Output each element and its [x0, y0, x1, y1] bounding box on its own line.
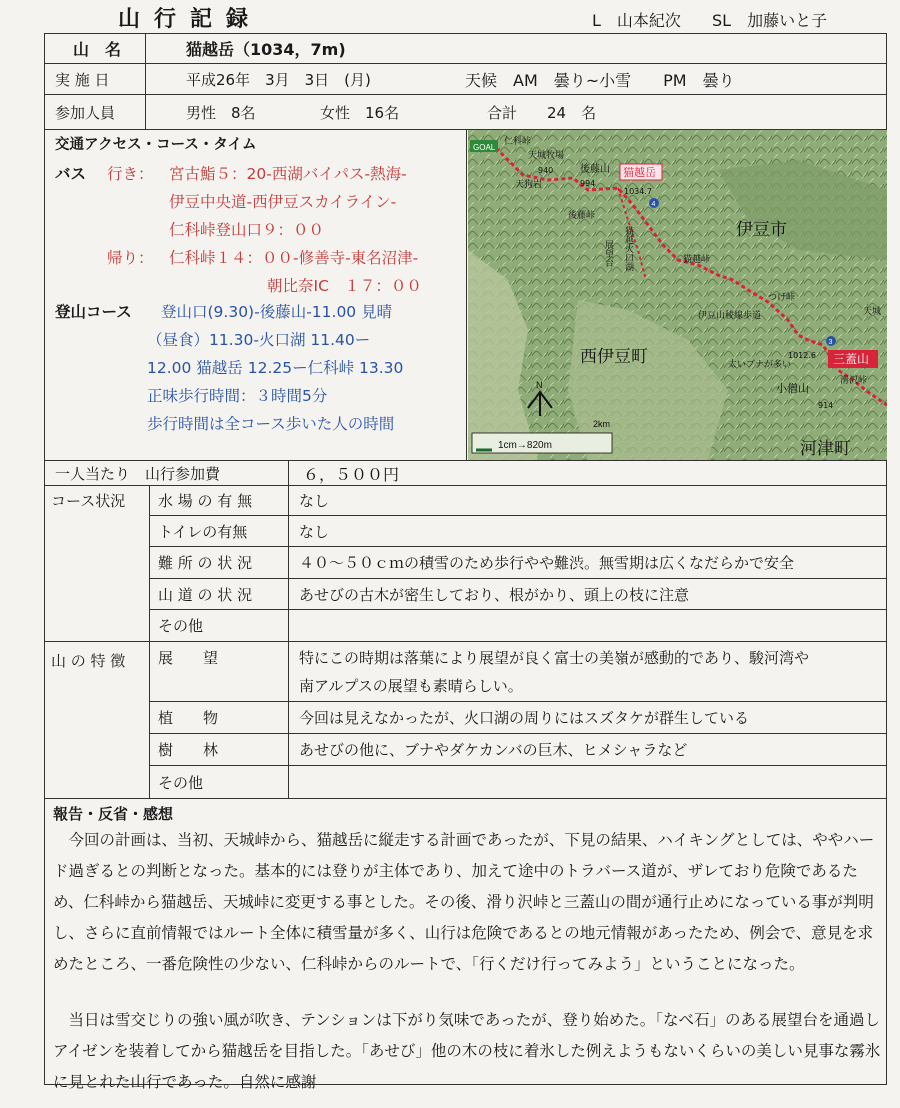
marker-4-label: 4 [651, 201, 656, 208]
page-title: 山行記録 [118, 7, 263, 32]
report-section [45, 799, 886, 1091]
page-header [0, 0, 900, 34]
features-row [150, 734, 887, 766]
trail-label: 伊豆山稜線歩道 [698, 311, 762, 321]
features-item: その他 [158, 773, 204, 792]
course-line-3: 12.00 猫越岳 12.25ー仁科峠 13.30 [147, 359, 404, 377]
mountain-row [45, 34, 886, 64]
course-line-1: 登山口(9.30)-後藤山-11.00 見晴 [161, 303, 393, 321]
report-paragraph-2: 当日は雪交じりの強い風が吹き、テンションは下がり気味であったが、登り始めた。「なべ石」のある展望台を通過しアイゼンを装着してから猫越岳を目指した。「あせび」他の木の枝に着氷した例えようもないくらいの美しい見事な霧氷に見とれた山行であった。自然に感謝 [53, 1011, 881, 1091]
amagi-label: 天城 [863, 307, 882, 317]
course-status-item: トイレの有無 [158, 522, 248, 541]
features-value-line: 南アルプスの展望も素晴らしい。 [299, 677, 523, 695]
features-row [150, 702, 887, 734]
course-line-4: 正味歩行時間：３時間5分 [147, 387, 328, 405]
route-map [468, 130, 887, 460]
izu-city-label: 伊豆市 [736, 220, 787, 240]
date-label: 実 施 日 [55, 70, 110, 89]
amagi-farm-label: 天城牧場 [528, 151, 565, 161]
kosogo-label: 小僧山 [776, 382, 809, 395]
tengu-label: 天狗岩 [515, 180, 543, 190]
course-status-value [288, 610, 887, 641]
members-label: 参加人員 [55, 103, 116, 122]
features-value [288, 766, 887, 798]
course-status-label: コース状況 [51, 492, 126, 510]
cost-row [45, 460, 886, 486]
north-label: N [536, 380, 543, 390]
return-line-1: 仁科峠１４：００-修善寺-東名沼津- [169, 249, 419, 267]
course-status-item: 難 所 の 状 況 [158, 554, 253, 572]
kawazu-label: 河津町 [800, 439, 851, 459]
return-label: 帰り： [107, 249, 154, 267]
course-line-5: 歩行時間は全コース歩いた人の時間 [147, 415, 395, 433]
nishina-label: 仁科峠 [504, 137, 532, 147]
tenbo-label: 展望台 [603, 240, 613, 267]
subleader-name: SL 加藤いと子 [712, 11, 828, 30]
nekogoe-label: 猫越岳 [623, 166, 656, 179]
course-status-value: なし [288, 516, 887, 546]
features-item: 樹 林 [158, 741, 219, 759]
mountain-value: 猫越岳（1034，7m) [145, 34, 886, 63]
course-status-item: 山 道 の 状 況 [158, 585, 253, 604]
leader-name: L 山本紀次 [592, 11, 681, 30]
features-item: 植 物 [158, 709, 219, 727]
go-line-3: 仁科峠登山口９：００ [169, 221, 325, 239]
p914-label: 914 [818, 401, 834, 410]
features-value: あせびの他に、ブナやダケカンバの巨木、ヒメシャラなど [288, 734, 887, 765]
date-row [45, 64, 886, 95]
marker-3-label: 3 [828, 339, 833, 346]
course-status-row [150, 516, 887, 547]
goto-yama-label: 後藤山 [580, 164, 610, 175]
course-status-row [150, 547, 887, 579]
go-line-1: 宮古鮨５：20-西湖バイパス-熱海- [169, 165, 407, 183]
tsuge-label: つげ峠 [768, 293, 796, 303]
features-value-line: 特にこの時期は落葉により展望が良く富士の美嶺が感動的であり、駿河湾や [299, 649, 810, 667]
nishiizu-label: 西伊豆町 [580, 347, 648, 367]
mikobo-label: 三蓋山 [833, 352, 870, 366]
course-status-row [150, 610, 887, 641]
course-status-value: ４０～５０ｃｍの積雪のため歩行やや難渋。無雪期は広くなだらかで安全 [288, 547, 887, 578]
return-line-2: 朝比奈IC １７：００ [267, 277, 422, 295]
mountain-label: 山 名 [73, 40, 122, 59]
features-block [45, 642, 886, 799]
course-status-row [150, 486, 887, 516]
report-paragraph-1: 今回の計画は、当初、天城峠から、猫越岳に縦走する計画であったが、下見の結果、ハイキングとしては、ややハード過ぎるとの判断となった。基本的には登りが主体であり、加えて途中のトラバース道が、ザレており危険であるため、仁科峠から猫越岳、天城峠に変更する事とした。その後、滑り沢峠と三蓋山の間が通行止めになっている事が判明し、さらに直前情報ではルート全体に積雪量が多く、山行は危険であるとの地元情報があったため、例会で、意見を求めたところ、一番危険性の少ない、仁科峠からのルートで、「行くだけ行ってみよう」ということになった。 [53, 831, 875, 973]
weather-value: 天候 AM 曇り~小雪 PM 曇り [465, 70, 735, 90]
scale-label: 1cm→820m [498, 440, 552, 451]
report-heading: 報告・反省・感想 [53, 805, 174, 823]
bus-label: バス [55, 165, 87, 183]
features-item: 展 望 [158, 649, 219, 667]
p1034-label: 1034.7 [624, 187, 652, 196]
record-form [44, 33, 887, 1091]
course-status-value: なし [288, 486, 887, 515]
features-label: 山 の 特 徴 [51, 652, 126, 670]
male-count: 男性 8名 [145, 95, 295, 129]
nameri-label: 滑沢峠 [840, 376, 868, 386]
course-status-block [45, 486, 886, 642]
total-count: 合計 24 名 [487, 103, 597, 122]
course-status-table [149, 486, 886, 641]
go-line-2: 伊豆中央道-西伊豆スカイライン- [169, 193, 397, 211]
course-label: 登山コース [55, 303, 132, 321]
route-map-graphic [468, 130, 887, 460]
p940-label: 940 [538, 166, 554, 175]
access-heading: 交通アクセス・コース・タイム [55, 137, 257, 153]
access-section [45, 130, 467, 460]
course-status-row [150, 579, 887, 610]
features-row [150, 642, 887, 702]
go-label: 行き： [107, 165, 154, 183]
goal-label: GOAL [473, 143, 496, 152]
p994-label: 994 [580, 179, 596, 188]
features-table [149, 642, 886, 798]
features-value: 今回は見えなかったが、火口湖の周りにはスズタケが群生している [288, 702, 887, 733]
goto-toge-label: 後藤峠 [568, 211, 596, 221]
features-value [288, 642, 887, 701]
course-status-value: あせびの古木が密生しており、根がかり、頭上の枝に注意 [288, 579, 887, 609]
buna-label: 太いブナが多い [728, 360, 792, 370]
date-value: 平成26年 3月 3日 (月) [145, 64, 445, 94]
course-line-2: （昼食）11.30-火口湖 11.40ー [147, 331, 371, 349]
p10126-label: 1012.6 [788, 351, 816, 360]
nekogoe-toge-label: 猫越峠 [683, 255, 711, 265]
course-status-item: 水 場 の 有 無 [158, 492, 253, 510]
kakoko-label: 猫越火口湖 [623, 226, 633, 271]
cost-label: 一人当たり 山行参加費 [55, 464, 221, 483]
features-row [150, 766, 887, 798]
female-count: 女性 16名 [320, 103, 400, 122]
members-row [45, 95, 886, 130]
cost-value: ６，５００円 [288, 461, 886, 485]
leaders [592, 8, 853, 31]
course-status-item: その他 [158, 617, 204, 635]
scale-2km-label: 2km [593, 419, 611, 429]
